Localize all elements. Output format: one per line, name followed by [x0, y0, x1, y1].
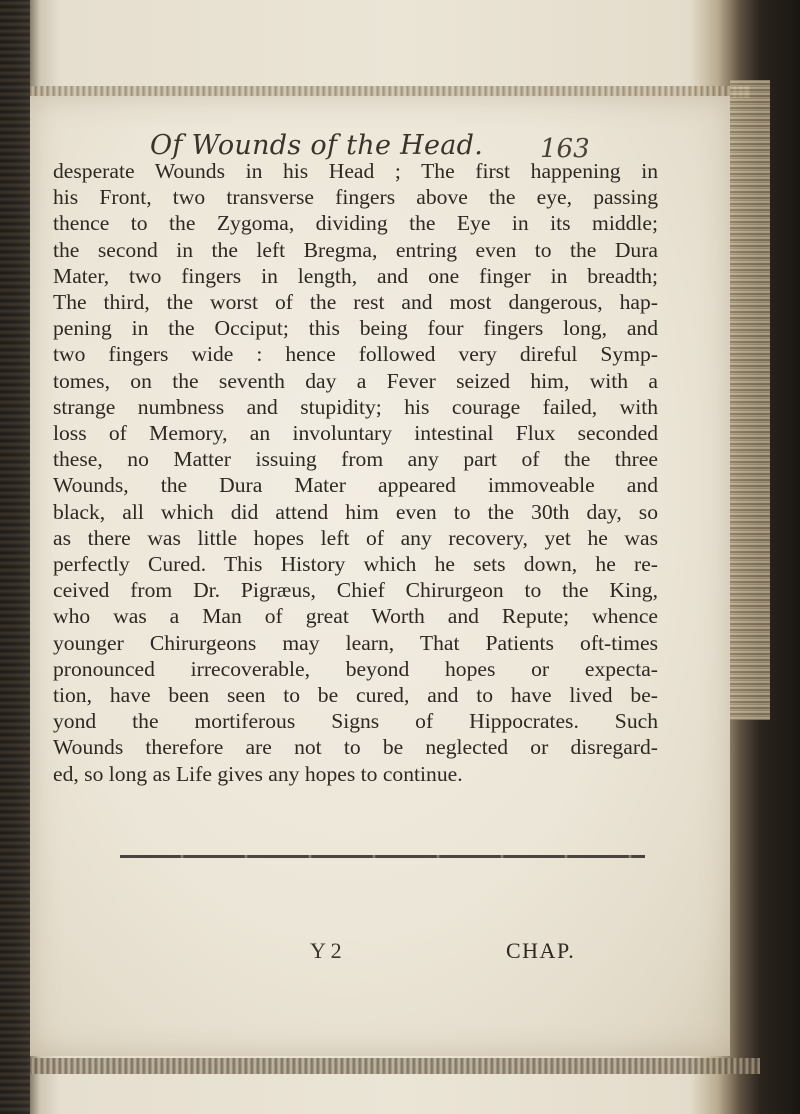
left-page-edge	[0, 0, 30, 1114]
text-line: Wounds, the Dura Mater appeared immoveable and	[53, 473, 658, 498]
text-line: loss of Memory, an involuntary intestinal Flux seconded	[53, 421, 658, 446]
text-line: these, no Matter issuing from any part of the three	[53, 447, 658, 472]
text-line: pening in the Occiput; this being four fingers long, and	[53, 316, 658, 341]
text-line: black, all which did attend him even to the 30th day, so	[53, 499, 658, 524]
text-line: tion, have been seen to be cured, and to have lived be-	[53, 683, 658, 708]
text-line: perfectly Cured. This History which he sets down, he re-	[53, 552, 658, 577]
text-line: tomes, on the seventh day a Fever seized him, with a	[53, 368, 658, 393]
running-title: Of Wounds of the Head.	[150, 130, 484, 161]
text-line: desperate Wounds in his Head ; The first happening in	[53, 159, 658, 183]
text-line: ceived from Dr. Pigræus, Chief Chirurgeon to the King,	[53, 578, 658, 603]
text-line: Wounds therefore are not to be neglected or disregard-	[53, 735, 658, 760]
page-number: 163	[540, 134, 590, 164]
text-line: thence to the Zygoma, dividing the Eye in its middle;	[53, 211, 658, 236]
text-line: his Front, two transverse fingers above the eye, passing	[53, 185, 658, 210]
text-line: younger Chirurgeons may learn, That Patients oft-times	[53, 630, 658, 655]
section-rule	[120, 855, 645, 858]
text-line: yond the mortiferous Signs of Hippocrates. Such	[53, 709, 658, 734]
text-line: ed, so long as Life gives any hopes to continue.	[53, 761, 463, 786]
text-line: pronounced irrecoverable, beyond hopes or expecta-	[53, 656, 658, 681]
bottom-page-edges	[30, 1058, 760, 1074]
text-line: two fingers wide : hence followed very direful Symp-	[53, 342, 658, 367]
right-page-edges	[730, 80, 770, 720]
text-line: strange numbness and stupidity; his courage failed, with	[53, 394, 658, 419]
text-line: who was a Man of great Worth and Repute; whence	[53, 604, 658, 629]
catchword: CHAP.	[506, 938, 576, 963]
text-line: Mater, two fingers in length, and one finger in breadth;	[53, 263, 658, 288]
signature-mark: Y 2	[310, 938, 342, 963]
text-line: the second in the left Bregma, entring even to the Dura	[53, 237, 658, 262]
body-text	[53, 158, 658, 787]
text-line: The third, the worst of the rest and most dangerous, hap-	[53, 290, 658, 315]
text-line: as there was little hopes left of any recovery, yet he was	[53, 525, 658, 550]
